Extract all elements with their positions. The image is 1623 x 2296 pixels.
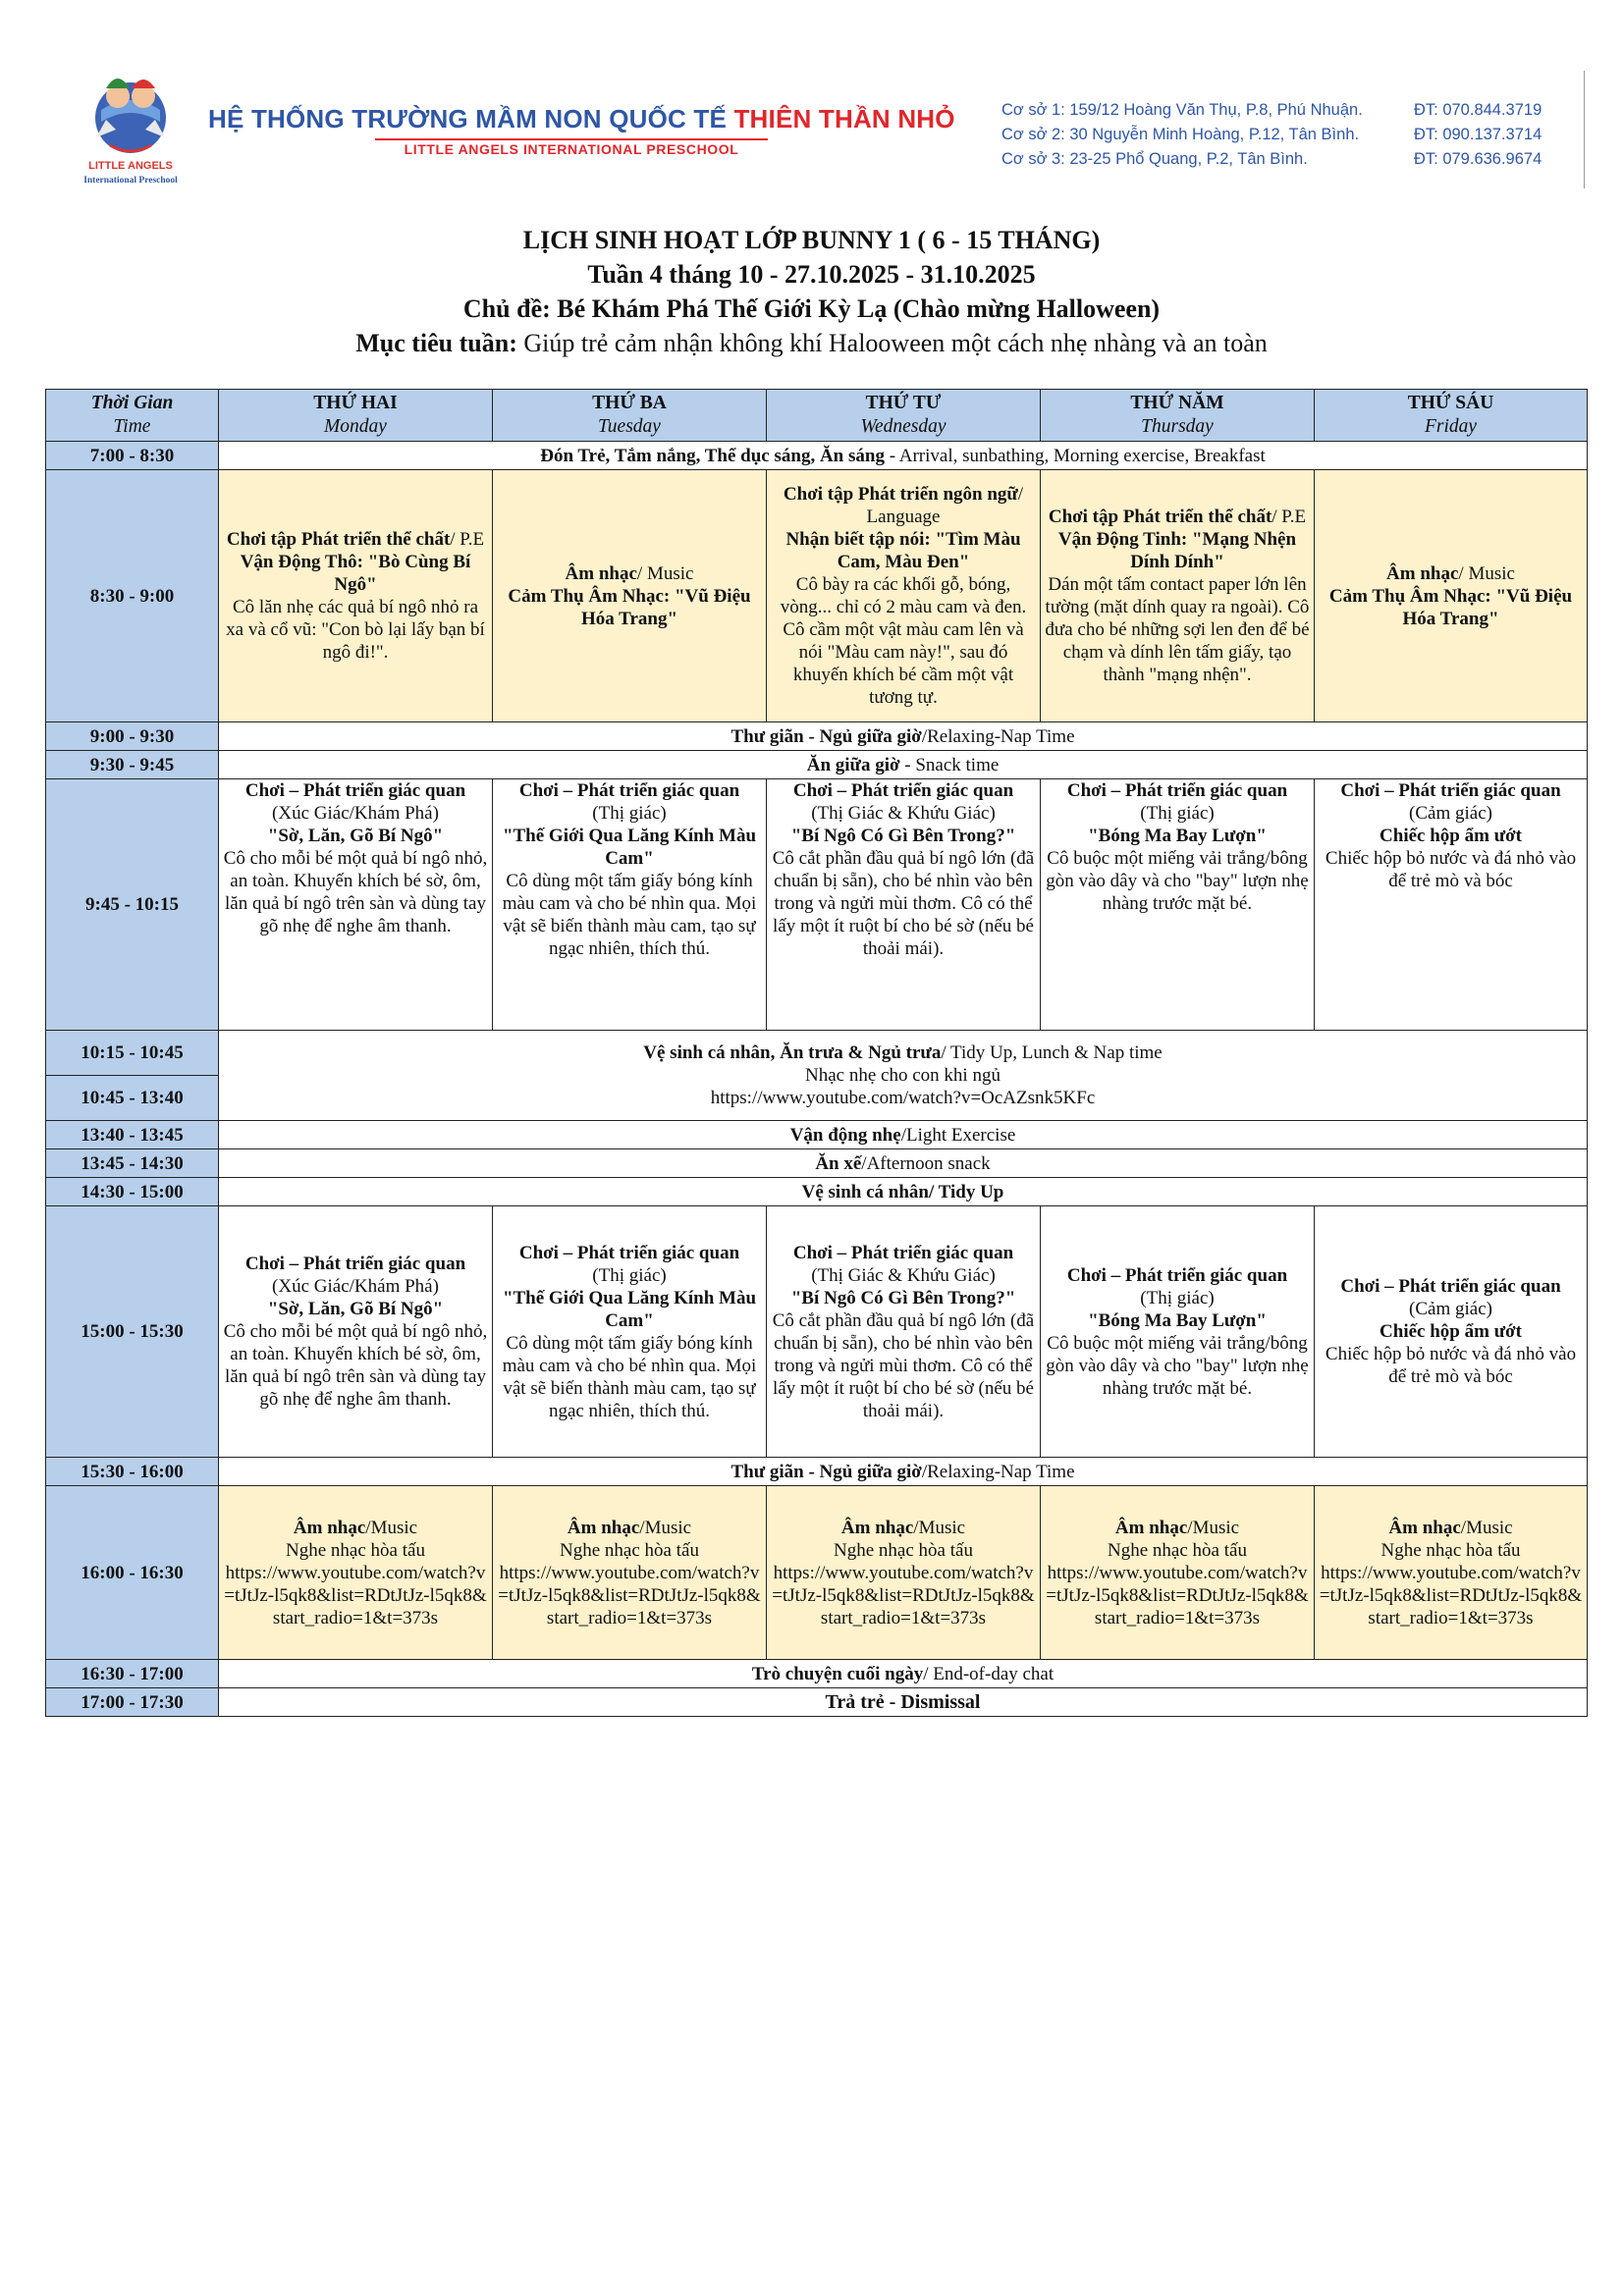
time-cell: 7:00 - 8:30 <box>46 442 219 470</box>
table-row <box>46 1206 1588 1458</box>
header-wednesday: THỨ TƯ Wednesday <box>767 390 1041 442</box>
table-row <box>46 1178 1588 1206</box>
activity-cell: Âm nhạc/ Music Cảm Thụ Âm Nhạc: "Vũ Điệu Hóa Trang" <box>493 470 767 722</box>
activity-cell: Chơi tập Phát triển thể chất/ P.E Vận Động Thô: "Bò Cùng Bí Ngô" Cô lăn nhẹ các quả bí ngô nhỏ ra xa và cổ vũ: "Con bò lại lấy bạn bí ngô đi!". <box>219 470 493 722</box>
activity-cell: Chơi tập Phát triển ngôn ngữ/ Language Nhận biết tập nói: "Tìm Màu Cam, Màu Đen" Cô bày ra các khối gỗ, bóng, vòng... chỉ có 2 màu cam và đen. Cô cầm một vật màu cam lên và nói "Màu cam này!", sau đó khuyến khích bé cầm một vật tương tự. <box>767 470 1041 722</box>
music-link[interactable]: https://www.youtube.com/watch?v=tJtJz-l5qk8&list=RDtJtJz-l5qk8&start_radio=1&t=373s <box>224 1562 487 1629</box>
time-cell: 14:30 - 15:00 <box>46 1178 219 1206</box>
time-cell: 9:30 - 9:45 <box>46 751 219 779</box>
activity-cell: Chơi – Phát triển giác quan (Thị giác) "Thế Giới Qua Lăng Kính Màu Cam" Cô dùng một tấm giấy bóng kính màu cam và cho bé nhìn qua. Mọi vật sẽ biến thành màu cam, tạo sự ngạc nhiên, thích thú. <box>493 1206 767 1458</box>
logo-text-top: LITTLE ANGELS <box>88 160 173 172</box>
activity-cell: Chơi – Phát triển giác quan (Xúc Giác/Khám Phá) "Sờ, Lăn, Gõ Bí Ngô" Cô cho mỗi bé một quả bí ngô nhỏ, an toàn. Khuyến khích bé sờ, ôm, lăn quả bí ngô trên sàn và dùng tay gõ nhẹ để nghe âm thanh. <box>219 779 493 1031</box>
time-cell: 13:40 - 13:45 <box>46 1121 219 1149</box>
branch-row: Cơ sở 2: 30 Nguyễn Minh Hoàng, P.12, Tân Bình. ĐT: 090.137.3714 <box>1001 126 1542 143</box>
activity-cell: Vệ sinh cá nhân/ Tidy Up <box>219 1178 1588 1206</box>
activity-cell: Chơi – Phát triển giác quan (Cảm giác) Chiếc hộp ẩm ướt Chiếc hộp bỏ nước và đá nhỏ vào để trẻ mò và bóc <box>1315 1206 1588 1458</box>
activity-cell: Chơi – Phát triển giác quan (Thị giác) "Thế Giới Qua Lăng Kính Màu Cam" Cô dùng một tấm giấy bóng kính màu cam và cho bé nhìn qua. Mọi vật sẽ biến thành màu cam, tạo sự ngạc nhiên, thích thú. <box>493 779 767 1031</box>
theme: Chủ đề: Bé Khám Phá Thế Giới Kỳ Lạ (Chào mừng Halloween) <box>462 294 1161 323</box>
table-row <box>46 1660 1588 1688</box>
header-monday: THỨ HAI Monday <box>219 390 493 442</box>
music-link[interactable]: https://www.youtube.com/watch?v=tJtJz-l5qk8&list=RDtJtJz-l5qk8&start_radio=1&t=373s <box>498 1562 761 1629</box>
header-friday: THỨ SÁU Friday <box>1315 390 1588 442</box>
activity-cell: Âm nhạc/Music Nghe nhạc hòa tấu https://www.youtube.com/watch?v=tJtJz-l5qk8&list=RDtJtJz-l5qk8&start_radio=1&t=373s <box>493 1486 767 1660</box>
activity-cell: Trả trẻ - Dismissal <box>219 1688 1588 1717</box>
school-logo <box>67 61 194 188</box>
activity-cell: Đón Trẻ, Tắm nắng, Thể dục sáng, Ăn sáng - Arrival, sunbathing, Morning exercise, Breakfast <box>219 442 1588 470</box>
brand-block <box>208 104 955 159</box>
activity-cell: Chơi – Phát triển giác quan (Thị giác) "Bóng Ma Bay Lượn" Cô buộc một miếng vải trắng/bông gòn vào dây và cho "bay" lượn nhẹ nhàng trước mặt bé. <box>1041 779 1315 1031</box>
table-row <box>46 1458 1588 1486</box>
schedule-title: LỊCH SINH HOẠT LỚP BUNNY 1 ( 6 - 15 THÁNG) <box>522 226 1101 254</box>
music-link[interactable]: https://www.youtube.com/watch?v=tJtJz-l5qk8&list=RDtJtJz-l5qk8&start_radio=1&t=373s <box>1046 1562 1309 1629</box>
activity-cell: Chơi – Phát triển giác quan (Thị Giác & Khứu Giác) "Bí Ngô Có Gì Bên Trong?" Cô cắt phần đầu quả bí ngô lớn (đã chuẩn bị sẵn), cho bé nhìn vào bên trong và ngửi mùi thơm. Cô có thể lấy một ít ruột bí cho bé sờ (nếu bé thoải mái). <box>767 1206 1041 1458</box>
schedule-titles <box>0 223 1623 360</box>
header-time: Thời Gian Time <box>46 390 219 442</box>
schedule-table <box>45 389 1588 1717</box>
activity-cell: Thư giãn - Ngủ giữa giờ/Relaxing-Nap Time <box>219 722 1588 751</box>
branch-row: Cơ sở 1: 159/12 Hoàng Văn Thụ, P.8, Phú Nhuận. ĐT: 070.844.3719 <box>1001 101 1542 119</box>
page-header <box>0 0 1623 196</box>
time-cell: 10:45 - 13:40 <box>46 1076 219 1121</box>
activity-cell: Thư giãn - Ngủ giữa giờ/Relaxing-Nap Time <box>219 1458 1588 1486</box>
time-cell: 16:00 - 16:30 <box>46 1486 219 1660</box>
logo-text-bottom: International Preschool <box>83 176 178 186</box>
header-thursday: THỨ NĂM Thursday <box>1041 390 1315 442</box>
activity-cell: Chơi – Phát triển giác quan (Thị Giác & Khứu Giác) "Bí Ngô Có Gì Bên Trong?" Cô cắt phần đầu quả bí ngô lớn (đã chuẩn bị sẵn), cho bé nhìn vào bên trong và ngửi mùi thơm. Cô có thể lấy một ít ruột bí cho bé sờ (nếu bé thoải mái). <box>767 779 1041 1031</box>
time-cell: 9:00 - 9:30 <box>46 722 219 751</box>
activity-cell: Vận động nhẹ/Light Exercise <box>219 1121 1588 1149</box>
time-cell: 13:45 - 14:30 <box>46 1149 219 1178</box>
activity-cell: Chơi – Phát triển giác quan (Xúc Giác/Khám Phá) "Sờ, Lăn, Gõ Bí Ngô" Cô cho mỗi bé một quả bí ngô nhỏ, an toàn. Khuyến khích bé sờ, ôm, lăn quả bí ngô trên sàn và dùng tay gõ nhẹ để nghe âm thanh. <box>219 1206 493 1458</box>
activity-cell: Ăn xế/Afternoon snack <box>219 1149 1588 1178</box>
lullaby-link[interactable]: https://www.youtube.com/watch?v=OcAZsnk5KFc <box>710 1088 1096 1108</box>
activity-cell: Âm nhạc/Music Nghe nhạc hòa tấu https://www.youtube.com/watch?v=tJtJz-l5qk8&list=RDtJtJz-l5qk8&start_radio=1&t=373s <box>1041 1486 1315 1660</box>
activity-cell: Chơi – Phát triển giác quan (Thị giác) "Bóng Ma Bay Lượn" Cô buộc một miếng vải trắng/bông gòn vào dây và cho "bay" lượn nhẹ nhàng trước mặt bé. <box>1041 1206 1315 1458</box>
table-row <box>46 1149 1588 1178</box>
activity-cell: Ăn giữa giờ - Snack time <box>219 751 1588 779</box>
table-row <box>46 779 1588 1031</box>
time-cell: 9:45 - 10:15 <box>46 779 219 1031</box>
table-header-row <box>46 390 1588 442</box>
brand-title: HỆ THỐNG TRƯỜNG MẦM NON QUỐC TẾ THIÊN THẦN NHỎ <box>208 104 955 133</box>
table-row <box>46 1031 1588 1076</box>
weekly-goal: Mục tiêu tuần: Giúp trẻ cảm nhận không khí Halooween một cách nhẹ nhàng và an toàn <box>355 329 1268 357</box>
table-row <box>46 1486 1588 1660</box>
time-cell: 10:15 - 10:45 <box>46 1031 219 1076</box>
time-cell: 17:00 - 17:30 <box>46 1688 219 1717</box>
time-cell: 15:30 - 16:00 <box>46 1458 219 1486</box>
activity-cell: Âm nhạc/Music Nghe nhạc hòa tấu https://www.youtube.com/watch?v=tJtJz-l5qk8&list=RDtJtJz-l5qk8&start_radio=1&t=373s <box>1315 1486 1588 1660</box>
activity-cell: Chơi – Phát triển giác quan (Cảm giác) Chiếc hộp ẩm ướt Chiếc hộp bỏ nước và đá nhỏ vào để trẻ mò và bóc <box>1315 779 1588 1031</box>
activity-cell: Vệ sinh cá nhân, Ăn trưa & Ngủ trưa/ Tidy Up, Lunch & Nap time Nhạc nhẹ cho con khi ngủ https://www.youtube.com/watch?v=OcAZsnk5KFc <box>219 1031 1588 1121</box>
music-link[interactable]: https://www.youtube.com/watch?v=tJtJz-l5qk8&list=RDtJtJz-l5qk8&start_radio=1&t=373s <box>772 1562 1035 1629</box>
table-row <box>46 722 1588 751</box>
table-row <box>46 1121 1588 1149</box>
time-cell: 15:00 - 15:30 <box>46 1206 219 1458</box>
week-range: Tuần 4 tháng 10 - 27.10.2025 - 31.10.2025 <box>587 260 1036 289</box>
activity-cell: Chơi tập Phát triển thể chất/ P.E Vận Động Tinh: "Mạng Nhện Dính Dính" Dán một tấm contact paper lớn lên tường (mặt dính quay ra ngoài). Cô đưa cho bé những sợi len đen để bé chạm và dính lên tấm giấy, tạo thành "mạng nhện". <box>1041 470 1315 722</box>
table-row <box>46 470 1588 722</box>
brand-subtitle: LITTLE ANGELS INTERNATIONAL PRESCHOOL <box>375 138 769 157</box>
activity-cell: Âm nhạc/Music Nghe nhạc hòa tấu https://www.youtube.com/watch?v=tJtJz-l5qk8&list=RDtJtJz-l5qk8&start_radio=1&t=373s <box>767 1486 1041 1660</box>
activity-cell: Âm nhạc/Music Nghe nhạc hòa tấu https://www.youtube.com/watch?v=tJtJz-l5qk8&list=RDtJtJz-l5qk8&start_radio=1&t=373s <box>219 1486 493 1660</box>
header-divider <box>1584 71 1585 188</box>
music-link[interactable]: https://www.youtube.com/watch?v=tJtJz-l5qk8&list=RDtJtJz-l5qk8&start_radio=1&t=373s <box>1319 1562 1583 1629</box>
table-row <box>46 442 1588 470</box>
time-cell: 8:30 - 9:00 <box>46 470 219 722</box>
time-cell: 16:30 - 17:00 <box>46 1660 219 1688</box>
table-row <box>46 751 1588 779</box>
activity-cell: Trò chuyện cuối ngày/ End-of-day chat <box>219 1660 1588 1688</box>
branch-list <box>1001 98 1551 172</box>
activity-cell: Âm nhạc/ Music Cảm Thụ Âm Nhạc: "Vũ Điệu Hóa Trang" <box>1315 470 1588 722</box>
branch-row: Cơ sở 3: 23-25 Phổ Quang, P.2, Tân Bình. ĐT: 079.636.9674 <box>1001 150 1542 168</box>
header-tuesday: THỨ BA Tuesday <box>493 390 767 442</box>
table-row <box>46 1688 1588 1717</box>
